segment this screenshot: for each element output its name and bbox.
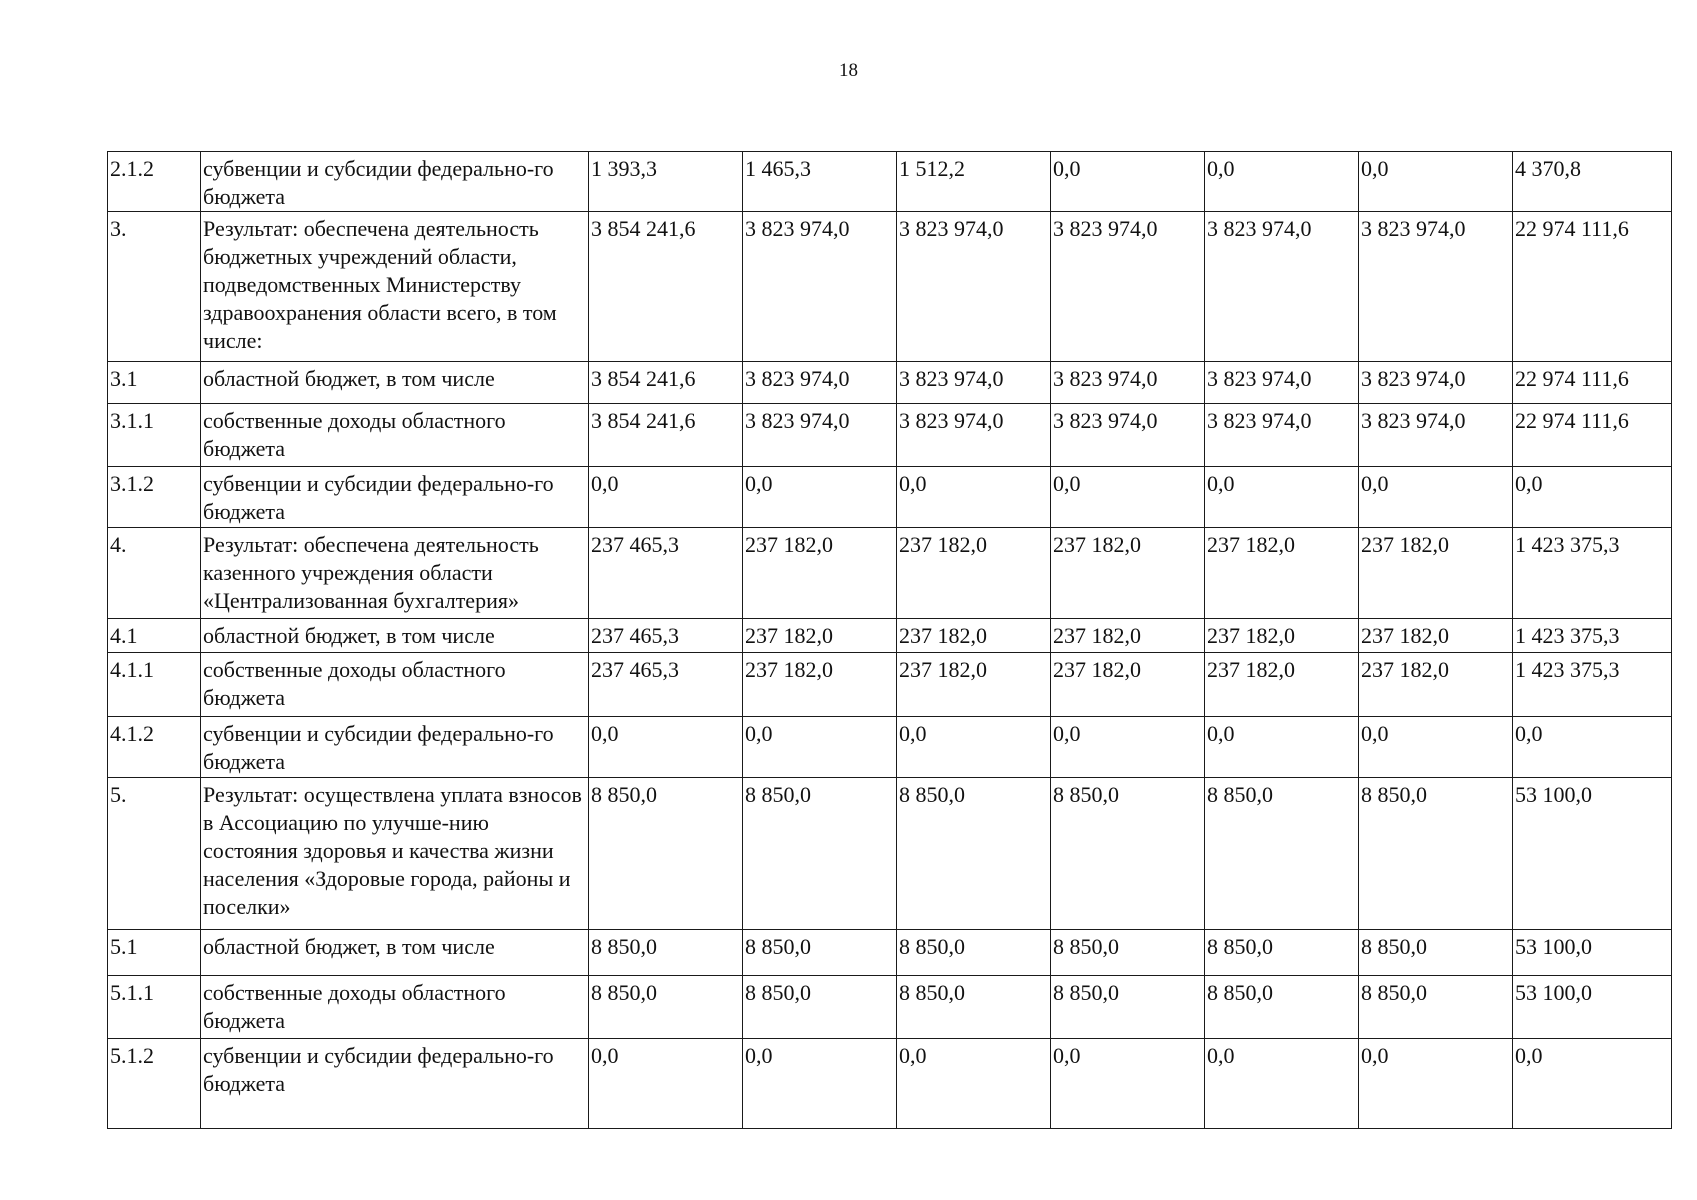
row-name-cell: субвенции и субсидии федерально-го бюджета bbox=[201, 467, 589, 528]
value-cell: 3 854 241,6 bbox=[589, 404, 743, 467]
value-cell: 0,0 bbox=[1051, 152, 1205, 212]
value-cell: 237 182,0 bbox=[743, 619, 897, 653]
value-cell: 3 854 241,6 bbox=[589, 212, 743, 362]
value-cell: 8 850,0 bbox=[897, 778, 1051, 930]
total-cell: 53 100,0 bbox=[1513, 930, 1672, 976]
value-cell: 237 182,0 bbox=[743, 653, 897, 717]
total-cell: 53 100,0 bbox=[1513, 778, 1672, 930]
value-cell: 3 823 974,0 bbox=[1359, 212, 1513, 362]
value-cell: 0,0 bbox=[743, 717, 897, 778]
value-cell: 8 850,0 bbox=[1359, 778, 1513, 930]
total-cell: 0,0 bbox=[1513, 1039, 1672, 1129]
row-number-cell: 4.1.1 bbox=[108, 653, 201, 717]
value-cell: 1 465,3 bbox=[743, 152, 897, 212]
value-cell: 237 182,0 bbox=[1205, 528, 1359, 619]
value-cell: 0,0 bbox=[1359, 467, 1513, 528]
value-cell: 8 850,0 bbox=[1205, 976, 1359, 1039]
page-number: 18 bbox=[839, 60, 858, 81]
value-cell: 8 850,0 bbox=[1359, 930, 1513, 976]
row-number-cell: 5.1.1 bbox=[108, 976, 201, 1039]
row-number-cell: 3.1 bbox=[108, 362, 201, 404]
value-cell: 0,0 bbox=[897, 717, 1051, 778]
row-number-cell: 4.1 bbox=[108, 619, 201, 653]
value-cell: 237 182,0 bbox=[1359, 619, 1513, 653]
value-cell: 3 823 974,0 bbox=[1051, 362, 1205, 404]
total-cell: 0,0 bbox=[1513, 717, 1672, 778]
value-cell: 3 823 974,0 bbox=[897, 362, 1051, 404]
value-cell: 8 850,0 bbox=[1051, 930, 1205, 976]
table-row bbox=[108, 1039, 1672, 1129]
value-cell: 8 850,0 bbox=[1205, 930, 1359, 976]
row-name-cell: Результат: обеспечена деятельность казенного учреждения области «Централизованная бухгалтерия» bbox=[201, 528, 589, 619]
value-cell: 237 182,0 bbox=[1051, 619, 1205, 653]
row-number-cell: 3.1.1 bbox=[108, 404, 201, 467]
value-cell: 3 823 974,0 bbox=[1359, 362, 1513, 404]
value-cell: 237 182,0 bbox=[897, 653, 1051, 717]
value-cell: 0,0 bbox=[1051, 467, 1205, 528]
value-cell: 237 182,0 bbox=[1205, 619, 1359, 653]
value-cell: 237 182,0 bbox=[1205, 653, 1359, 717]
value-cell: 3 823 974,0 bbox=[897, 212, 1051, 362]
value-cell: 237 182,0 bbox=[1051, 528, 1205, 619]
row-name-cell: областной бюджет, в том числе bbox=[201, 930, 589, 976]
row-number-cell: 4. bbox=[108, 528, 201, 619]
table-row bbox=[108, 152, 1672, 212]
total-cell: 1 423 375,3 bbox=[1513, 528, 1672, 619]
row-name-cell: субвенции и субсидии федерально-го бюджета bbox=[201, 1039, 589, 1129]
table-row bbox=[108, 467, 1672, 528]
total-cell: 53 100,0 bbox=[1513, 976, 1672, 1039]
value-cell: 8 850,0 bbox=[1051, 778, 1205, 930]
table-row bbox=[108, 930, 1672, 976]
row-number-cell: 3.1.2 bbox=[108, 467, 201, 528]
value-cell: 3 823 974,0 bbox=[743, 212, 897, 362]
value-cell: 0,0 bbox=[1359, 717, 1513, 778]
value-cell: 0,0 bbox=[589, 1039, 743, 1129]
row-name-cell: собственные доходы областного бюджета bbox=[201, 976, 589, 1039]
table-row bbox=[108, 528, 1672, 619]
value-cell: 8 850,0 bbox=[743, 930, 897, 976]
value-cell: 8 850,0 bbox=[1359, 976, 1513, 1039]
value-cell: 237 465,3 bbox=[589, 528, 743, 619]
total-cell: 4 370,8 bbox=[1513, 152, 1672, 212]
value-cell: 8 850,0 bbox=[897, 930, 1051, 976]
value-cell: 237 465,3 bbox=[589, 653, 743, 717]
row-name-cell: областной бюджет, в том числе bbox=[201, 362, 589, 404]
table-row bbox=[108, 778, 1672, 930]
value-cell: 0,0 bbox=[897, 467, 1051, 528]
row-name-cell: субвенции и субсидии федерально-го бюджета bbox=[201, 717, 589, 778]
value-cell: 3 854 241,6 bbox=[589, 362, 743, 404]
value-cell: 237 182,0 bbox=[897, 619, 1051, 653]
value-cell: 237 182,0 bbox=[1359, 653, 1513, 717]
value-cell: 237 182,0 bbox=[743, 528, 897, 619]
value-cell: 3 823 974,0 bbox=[1205, 404, 1359, 467]
row-number-cell: 5.1 bbox=[108, 930, 201, 976]
value-cell: 3 823 974,0 bbox=[1051, 404, 1205, 467]
row-name-cell: областной бюджет, в том числе bbox=[201, 619, 589, 653]
total-cell: 0,0 bbox=[1513, 467, 1672, 528]
value-cell: 237 182,0 bbox=[1359, 528, 1513, 619]
value-cell: 3 823 974,0 bbox=[1051, 212, 1205, 362]
table-row bbox=[108, 619, 1672, 653]
value-cell: 0,0 bbox=[1205, 717, 1359, 778]
value-cell: 0,0 bbox=[589, 467, 743, 528]
total-cell: 22 974 111,6 bbox=[1513, 362, 1672, 404]
value-cell: 8 850,0 bbox=[589, 976, 743, 1039]
row-number-cell: 5. bbox=[108, 778, 201, 930]
value-cell: 1 393,3 bbox=[589, 152, 743, 212]
row-name-cell: субвенции и субсидии федерально-го бюджета bbox=[201, 152, 589, 212]
row-name-cell: собственные доходы областного бюджета bbox=[201, 653, 589, 717]
value-cell: 0,0 bbox=[1359, 152, 1513, 212]
total-cell: 22 974 111,6 bbox=[1513, 212, 1672, 362]
value-cell: 8 850,0 bbox=[1051, 976, 1205, 1039]
row-number-cell: 4.1.2 bbox=[108, 717, 201, 778]
value-cell: 0,0 bbox=[589, 717, 743, 778]
value-cell: 8 850,0 bbox=[589, 778, 743, 930]
table-row bbox=[108, 404, 1672, 467]
value-cell: 0,0 bbox=[743, 467, 897, 528]
total-cell: 1 423 375,3 bbox=[1513, 619, 1672, 653]
value-cell: 3 823 974,0 bbox=[743, 404, 897, 467]
row-name-cell: Результат: обеспечена деятельность бюджетных учреждений области, подведомственных Министерству здравоохранения области всего, в том числе: bbox=[201, 212, 589, 362]
value-cell: 8 850,0 bbox=[1205, 778, 1359, 930]
value-cell: 8 850,0 bbox=[743, 778, 897, 930]
table-row bbox=[108, 717, 1672, 778]
value-cell: 0,0 bbox=[1205, 467, 1359, 528]
value-cell: 1 512,2 bbox=[897, 152, 1051, 212]
value-cell: 8 850,0 bbox=[897, 976, 1051, 1039]
value-cell: 237 182,0 bbox=[897, 528, 1051, 619]
total-cell: 22 974 111,6 bbox=[1513, 404, 1672, 467]
value-cell: 0,0 bbox=[1359, 1039, 1513, 1129]
table-row bbox=[108, 653, 1672, 717]
table-row bbox=[108, 976, 1672, 1039]
value-cell: 237 182,0 bbox=[1051, 653, 1205, 717]
value-cell: 0,0 bbox=[897, 1039, 1051, 1129]
value-cell: 0,0 bbox=[1205, 1039, 1359, 1129]
value-cell: 0,0 bbox=[1205, 152, 1359, 212]
row-number-cell: 3. bbox=[108, 212, 201, 362]
value-cell: 3 823 974,0 bbox=[1359, 404, 1513, 467]
total-cell: 1 423 375,3 bbox=[1513, 653, 1672, 717]
value-cell: 3 823 974,0 bbox=[1205, 212, 1359, 362]
budget-table bbox=[107, 151, 1672, 1129]
value-cell: 237 465,3 bbox=[589, 619, 743, 653]
value-cell: 0,0 bbox=[1051, 717, 1205, 778]
value-cell: 0,0 bbox=[1051, 1039, 1205, 1129]
row-name-cell: собственные доходы областного бюджета bbox=[201, 404, 589, 467]
table-row bbox=[108, 362, 1672, 404]
value-cell: 8 850,0 bbox=[743, 976, 897, 1039]
value-cell: 3 823 974,0 bbox=[1205, 362, 1359, 404]
value-cell: 3 823 974,0 bbox=[743, 362, 897, 404]
row-number-cell: 2.1.2 bbox=[108, 152, 201, 212]
value-cell: 8 850,0 bbox=[589, 930, 743, 976]
row-number-cell: 5.1.2 bbox=[108, 1039, 201, 1129]
value-cell: 3 823 974,0 bbox=[897, 404, 1051, 467]
value-cell: 0,0 bbox=[743, 1039, 897, 1129]
table-row bbox=[108, 212, 1672, 362]
row-name-cell: Результат: осуществлена уплата взносов в Ассоциацию по улучше-нию состояния здоровья и качества жизни населения «Здоровые города, районы и поселки» bbox=[201, 778, 589, 930]
